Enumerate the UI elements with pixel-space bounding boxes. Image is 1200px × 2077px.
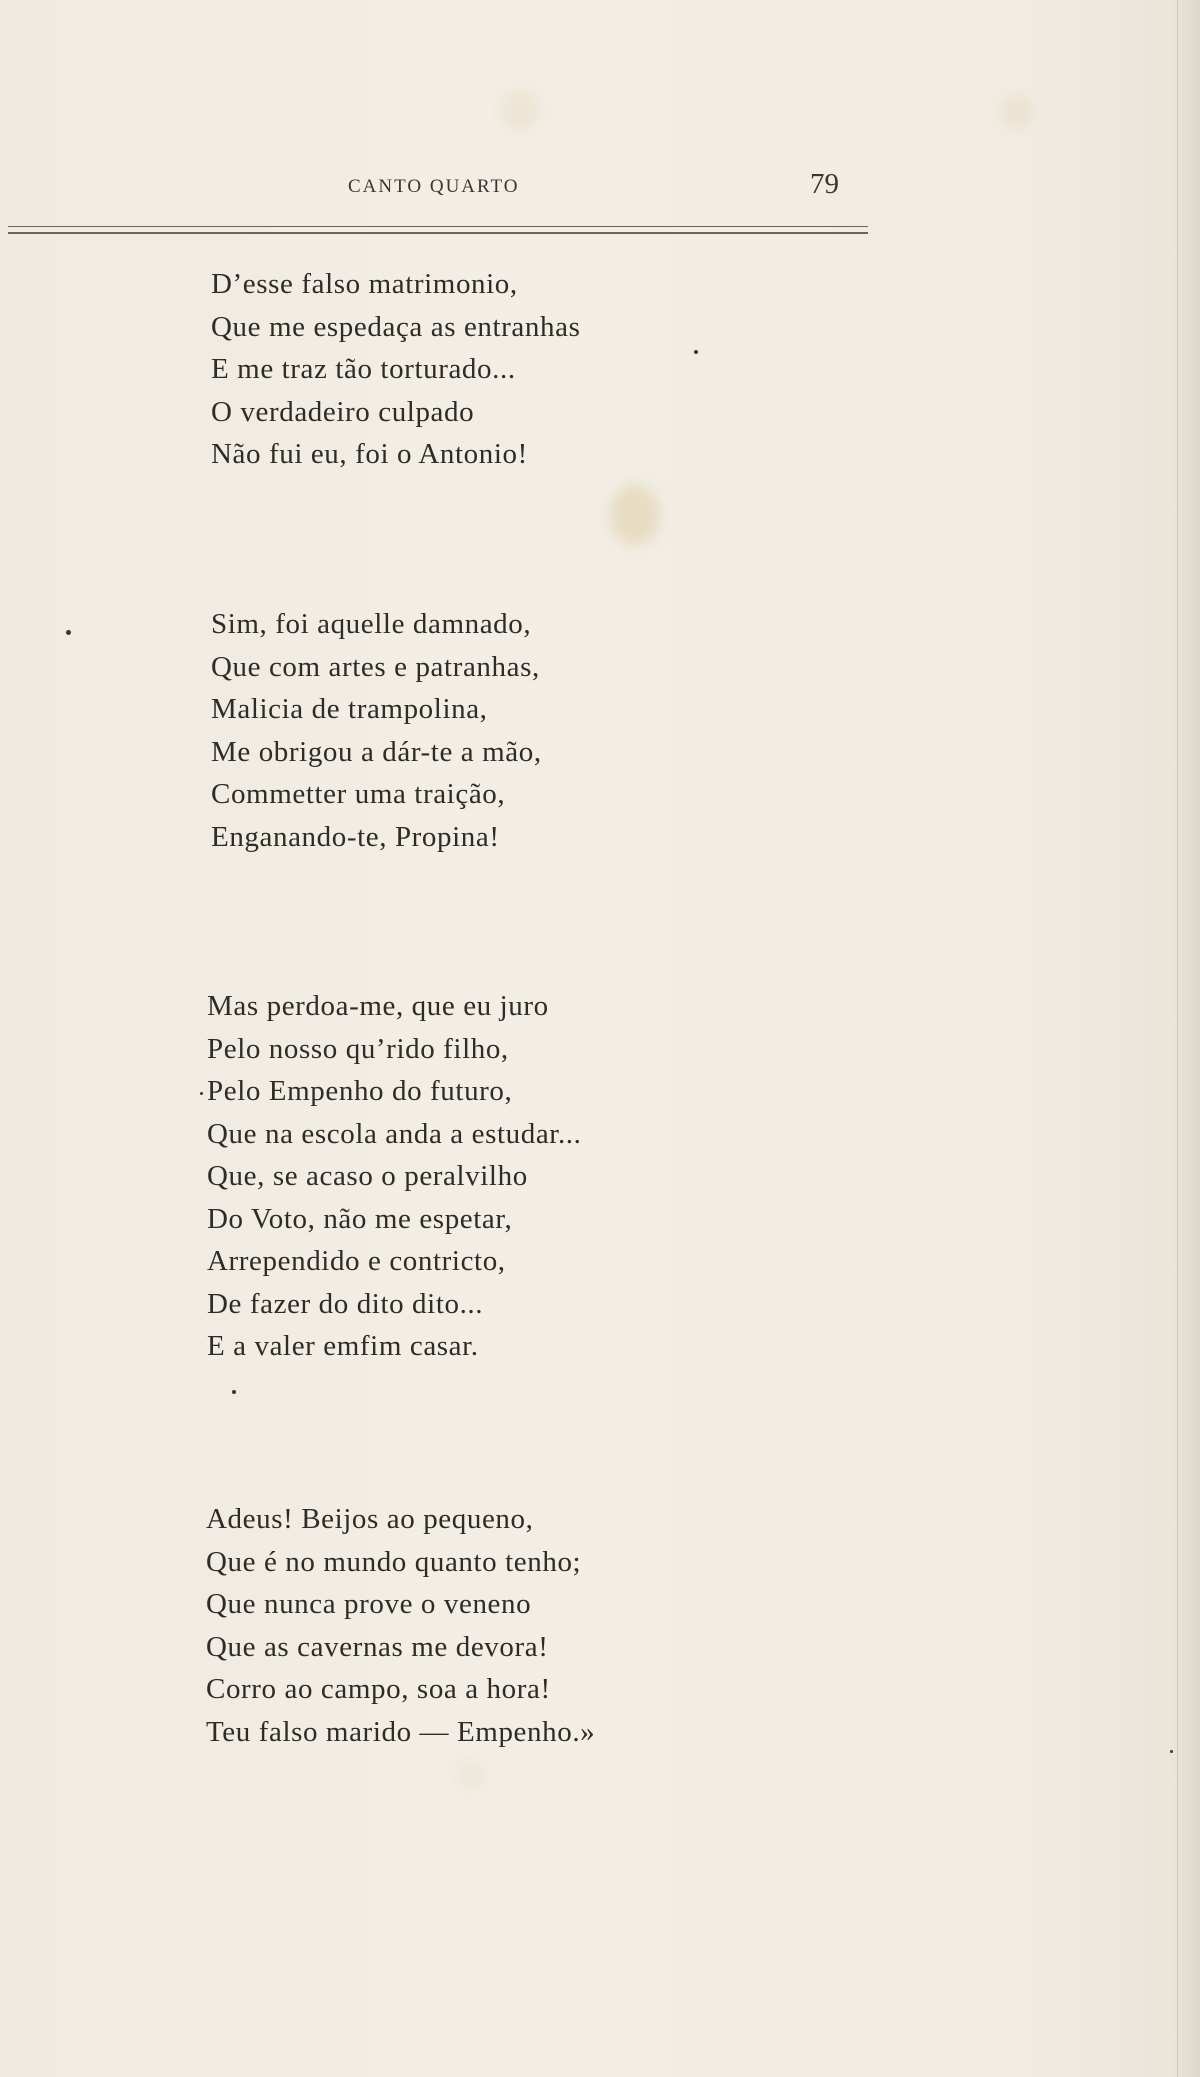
paper-stain [455, 1760, 485, 1790]
page-edge-line [1177, 0, 1178, 2077]
verse-line: Malicia de trampolina, [211, 693, 488, 725]
verse-line: De fazer do dito dito... [207, 1287, 484, 1320]
verse-line: Enganando-te, Propina! [211, 820, 500, 853]
verse-line: Arrependido e contricto, [207, 1245, 506, 1277]
verse-line: Sim, foi aquelle damnado, [211, 608, 532, 640]
ink-speck [200, 1092, 203, 1095]
verse-line: E me traz tão torturado... [211, 353, 516, 385]
stanza [211, 603, 851, 858]
stanza [206, 1498, 846, 1753]
verse-line: Me obrigou a dár-te a mão, [211, 735, 542, 768]
verse-line: Que, se acaso o peralvilho [207, 1160, 528, 1192]
ink-speck [694, 350, 698, 354]
paper-stain [610, 485, 660, 545]
verse-line: Pelo nosso qu’rido filho, [207, 1032, 509, 1065]
paper-stain [500, 90, 540, 130]
ink-speck [1170, 1750, 1173, 1753]
ink-speck [232, 1390, 236, 1394]
verse-line: E a valer emfim casar. [207, 1330, 479, 1362]
verse-line: Que me espedaça as entranhas [211, 310, 581, 343]
page-header [0, 168, 870, 212]
verse-line: Que na escola anda a estudar... [207, 1117, 582, 1150]
verse-line: Pelo Empenho do futuro, [207, 1075, 513, 1107]
verse-line: O verdadeiro culpado [211, 395, 475, 428]
verse-line: Que as cavernas me devora! [206, 1630, 549, 1663]
running-title: CANTO QUARTO [348, 176, 520, 197]
verse-line: D’esse falso matrimonio, [211, 268, 518, 300]
verse-line: Corro ao campo, soa a hora! [206, 1673, 551, 1705]
header-rule [8, 232, 868, 234]
stanza [207, 985, 847, 1368]
ink-speck [66, 630, 71, 635]
verse-line: Adeus! Beijos ao pequeno, [206, 1503, 534, 1535]
verse-line: Que com artes e patranhas, [211, 650, 540, 683]
stanza [211, 263, 851, 476]
verse-line: Que nunca prove o veneno [206, 1588, 532, 1620]
verse-line: Não fui eu, foi o Antonio! [211, 438, 528, 470]
verse-line: Que é no mundo quanto tenho; [206, 1545, 582, 1578]
paper-stain [1000, 95, 1034, 129]
verse-line: Commetter uma traição, [211, 778, 506, 810]
header-rule [8, 226, 868, 227]
verse-line: Do Voto, não me espetar, [207, 1202, 513, 1235]
verse-line: Mas perdoa-me, que eu juro [207, 990, 549, 1022]
page-number: 79 [810, 168, 839, 200]
verse-line: Teu falso marido — Empenho.» [206, 1715, 596, 1748]
